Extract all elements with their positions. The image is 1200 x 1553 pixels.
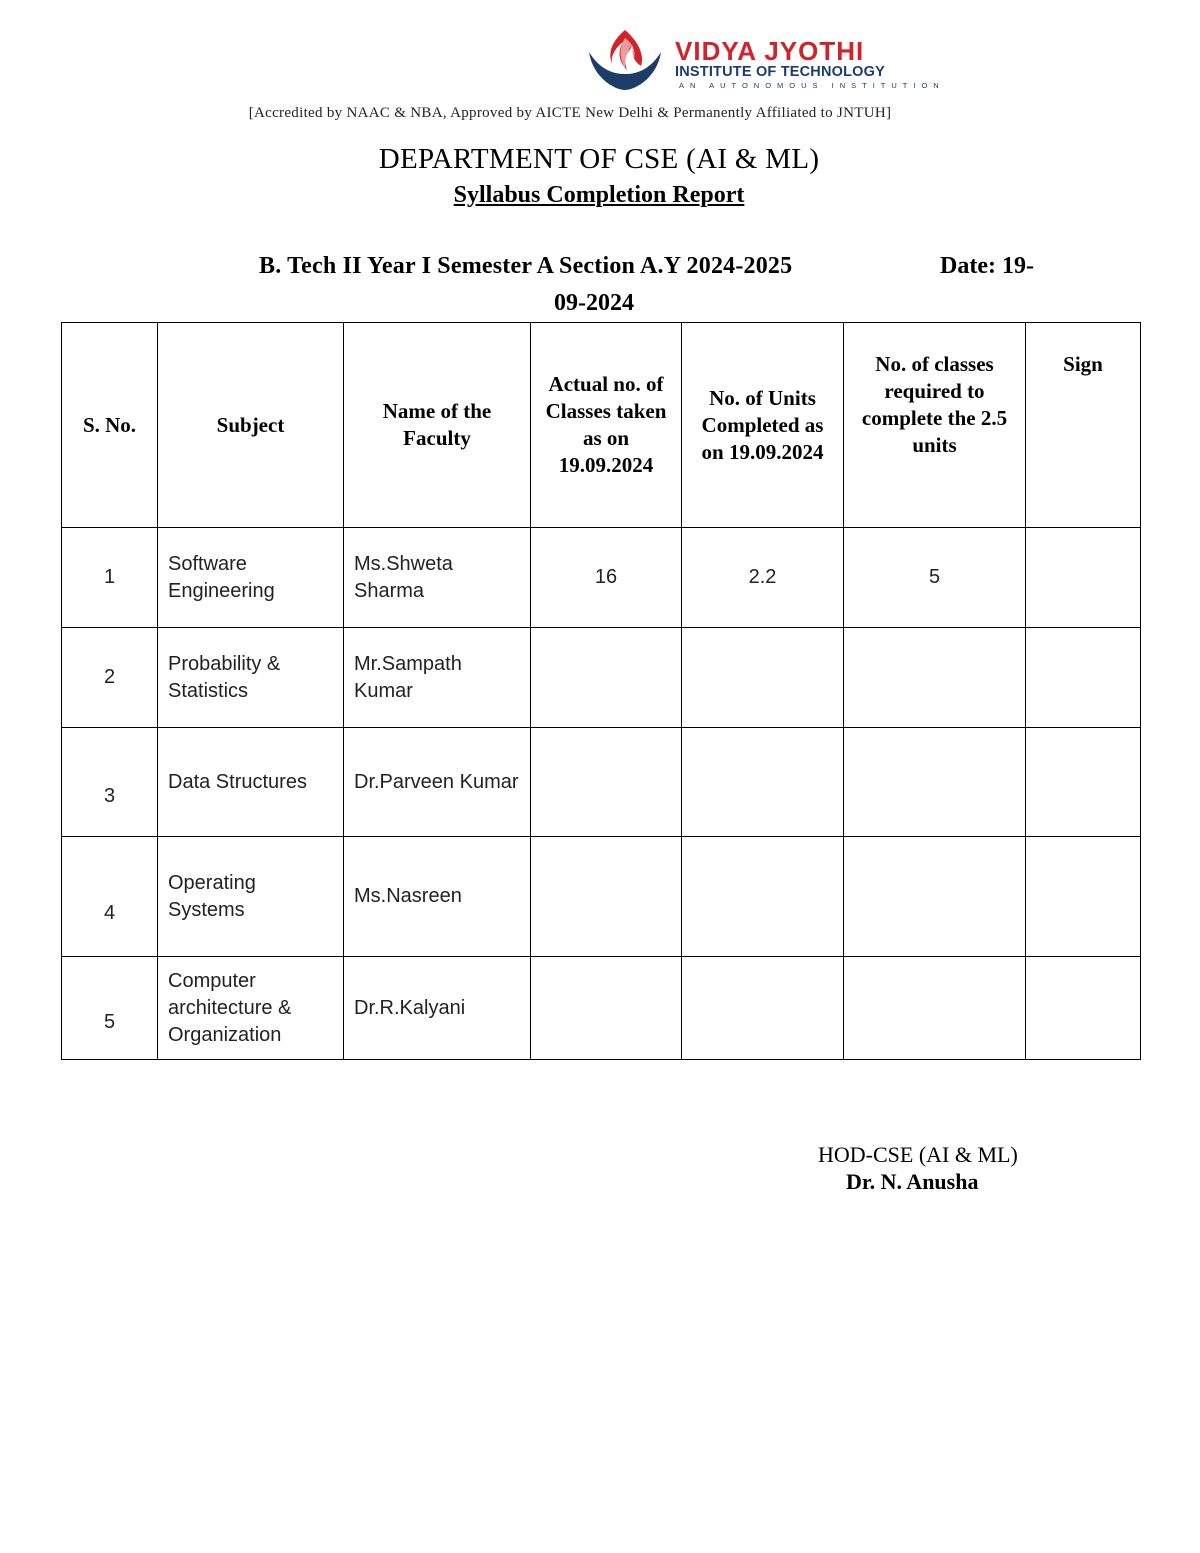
logo-subtitle: INSTITUTE OF TECHNOLOGY	[675, 64, 886, 80]
row-sno: 3	[62, 728, 158, 837]
row-subject: Operating Systems	[158, 837, 344, 957]
signature-name: Dr. N. Anusha	[846, 1169, 979, 1194]
header-subject: Subject	[158, 323, 344, 528]
header-sign: Sign	[1026, 323, 1141, 528]
row-sno: 1	[62, 528, 158, 628]
row-classes-required	[844, 837, 1026, 957]
row-units-completed	[682, 837, 844, 957]
accreditation-line: [Accredited by NAAC & NBA, Approved by AICTE New Delhi & Permanently Affiliated to JNTUH]	[248, 105, 892, 121]
row-actual-classes	[531, 628, 682, 728]
header-sno: S. No.	[62, 323, 158, 528]
row-sign	[1026, 628, 1141, 728]
row-sign	[1026, 528, 1141, 628]
signature-designation: HOD-CSE (AI & ML)	[818, 1142, 1018, 1167]
row-subject: Software Engineering	[158, 528, 344, 628]
institute-logo	[585, 28, 985, 92]
row-sign	[1026, 728, 1141, 837]
date-continuation: 09-2024	[554, 290, 634, 316]
header-units-completed: No. of Units Completed as on 19.09.2024	[682, 323, 844, 528]
logo-title: VIDYA JYOTHI	[675, 36, 865, 66]
row-faculty: Dr.R.Kalyani	[344, 957, 531, 1060]
header-faculty: Name of the Faculty	[344, 323, 531, 528]
header-actual-classes: Actual no. of Classes taken as on 19.09.2024	[531, 323, 682, 528]
syllabus-table	[61, 322, 1141, 1060]
row-actual-classes: 16	[531, 528, 682, 628]
row-sno: 2	[62, 628, 158, 728]
row-actual-classes	[531, 837, 682, 957]
header-classes-required: No. of classes required to complete the 2.5 units	[844, 323, 1026, 528]
row-faculty: Ms.Shweta Sharma	[344, 528, 531, 628]
report-title: Syllabus Completion Report	[453, 182, 745, 208]
row-classes-required	[844, 728, 1026, 837]
row-actual-classes	[531, 957, 682, 1060]
row-subject: Data Structures	[158, 728, 344, 837]
row-sno: 5	[62, 957, 158, 1060]
signature-block	[818, 1141, 1018, 1195]
row-subject: Probability & Statistics	[158, 628, 344, 728]
table-row	[62, 528, 1141, 628]
table-row	[62, 957, 1141, 1060]
row-units-completed	[682, 628, 844, 728]
row-units-completed	[682, 957, 844, 1060]
class-info: B. Tech II Year I Semester A Section A.Y 2024-2025	[259, 253, 793, 279]
row-sign	[1026, 837, 1141, 957]
row-classes-required	[844, 957, 1026, 1060]
table-header-row	[62, 323, 1141, 528]
row-faculty: Mr.Sampath Kumar	[344, 628, 531, 728]
row-units-completed: 2.2	[682, 528, 844, 628]
row-units-completed	[682, 728, 844, 837]
row-actual-classes	[531, 728, 682, 837]
row-faculty: Ms.Nasreen	[344, 837, 531, 957]
row-classes-required: 5	[844, 528, 1026, 628]
date-label: Date: 19-	[940, 253, 1034, 279]
row-sno: 4	[62, 837, 158, 957]
department-title: DEPARTMENT OF CSE (AI & ML)	[378, 143, 820, 175]
flame-emblem-icon	[585, 28, 665, 92]
logo-tagline: AN AUTONOMOUS INSTITUTION	[679, 81, 945, 90]
table-row	[62, 837, 1141, 957]
table-row	[62, 728, 1141, 837]
row-faculty: Dr.Parveen Kumar	[344, 728, 531, 837]
row-sign	[1026, 957, 1141, 1060]
table-row	[62, 628, 1141, 728]
row-classes-required	[844, 628, 1026, 728]
row-subject: Computer architecture & Organization	[158, 957, 344, 1060]
